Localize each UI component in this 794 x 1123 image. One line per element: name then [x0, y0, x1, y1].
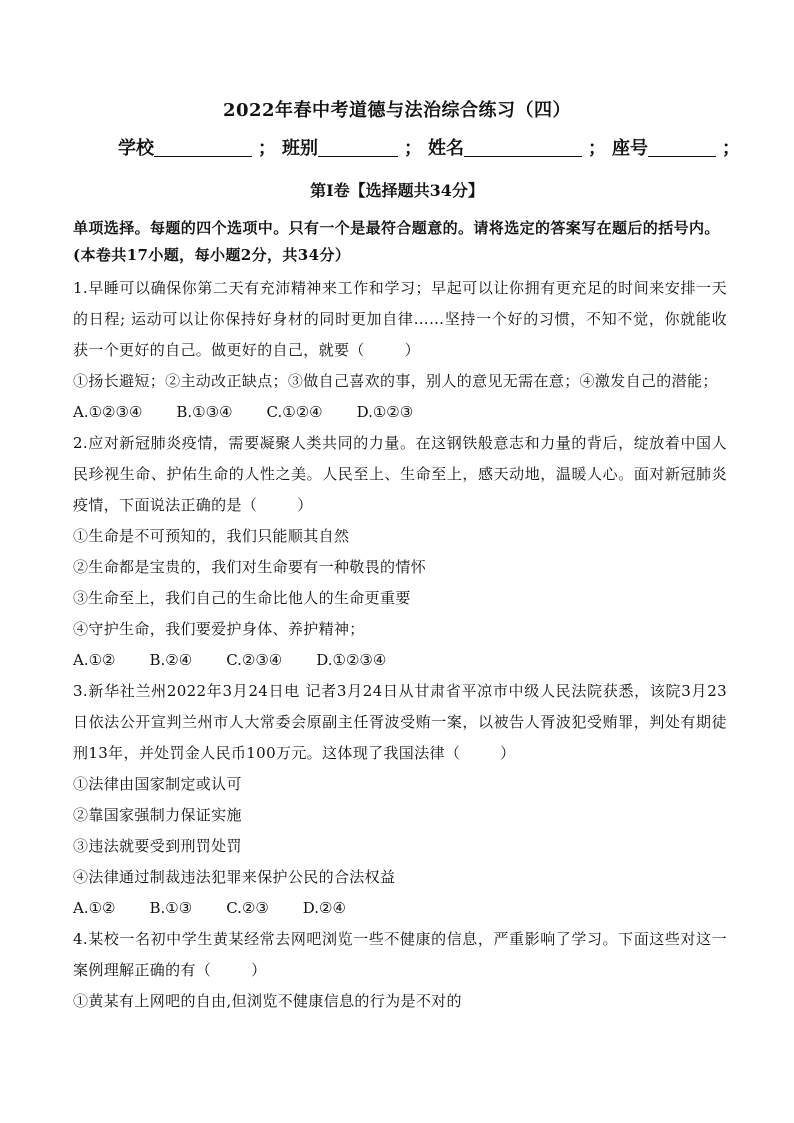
question-text: 3.新华社兰州2022年3月24日电 记者3月24日从甘肃省平凉市中级人民法院获悉，该院3月23日依法公开宣判兰州市人大常委会原副主任胥波受贿一案，以被告人胥波犯受贿罪，判处有期徒刑13年，并处罚金人民币100万元。这体现了我国法律（ [73, 682, 727, 762]
exam-title: 2022年春中考道德与法治综合练习（四） [222, 100, 572, 121]
option-row [73, 893, 727, 924]
statement: ②生命都是宝贵的，我们对生命要有一种敬畏的情怀 [73, 558, 427, 576]
question-list [73, 215, 727, 1017]
option-d: D.①②③④ [316, 651, 387, 669]
question-text: 2.应对新冠肺炎疫情，需要凝聚人类共同的力量。在这钢铁般意志和力量的背后，绽放着中国人民珍视生命、护佑生命的人性之美。人民至上、生命至上，感天动地，温暖人心。面对新冠肺炎疫情，下面说法正确的是（ [73, 434, 727, 514]
question-stem [73, 273, 727, 366]
question-stem [73, 428, 727, 521]
statement: ①生命是不可预知的，我们只能顺其自然 [73, 527, 350, 545]
option-a: A.①② [73, 899, 116, 917]
question-stem [73, 676, 727, 769]
option-b: B.①③ [149, 899, 193, 917]
option-d: D.②④ [302, 899, 346, 917]
option-a: A.①② [73, 651, 116, 669]
question-text: 1.早睡可以确保你第二天有充沛精神来工作和学习；早起可以让你拥有更充足的时间来安排一天的日程; 运动可以让你保持好身材的同时更加自律……坚持一个好的习惯，不知不觉，你就能收获一个更好的自己。做更好的自己，就要（ [73, 279, 727, 359]
school-blank[interactable] [154, 138, 252, 157]
question-stem [73, 924, 727, 986]
separator: ； [404, 138, 422, 159]
section-title: 第Ⅰ卷【选择题共34分】 [310, 181, 484, 200]
option-b: B.①③④ [176, 403, 233, 421]
seat-label: 座号 [612, 138, 648, 159]
closing-paren: ） [297, 496, 313, 514]
instructions: 单项选择。每题的四个选项中。只有一个是最符合题意的。请将选定的答案写在题后的括号内。(本卷共17小题，每小题2分，共34分） [73, 219, 720, 264]
separator: ； [258, 138, 276, 159]
option-d: D.①②③ [356, 403, 414, 421]
separator: ； [588, 138, 606, 159]
statement: ①法律由国家制定或认可 [73, 775, 242, 793]
closing-paren: ） [404, 341, 421, 359]
statement: ①扬长避短；②主动改正缺点；③做自己喜欢的事，别人的意见无需在意；④激发自己的潜能； [73, 372, 718, 390]
option-b: B.②④ [149, 651, 193, 669]
seat-blank[interactable] [648, 138, 716, 157]
student-info-line [118, 134, 746, 160]
statement: ③违法就要受到刑罚处罚 [73, 837, 242, 855]
statement: ①黄某有上网吧的自由,但浏览不健康信息的行为是不对的 [73, 992, 462, 1010]
option-c: C.②③ [226, 899, 269, 917]
closing-paren: ） [500, 744, 516, 762]
statement: ②靠国家强制力保证实施 [73, 806, 242, 824]
class-blank[interactable] [318, 138, 398, 157]
closing-paren: ） [251, 961, 267, 979]
statement: ④守护生命，我们要爱护身体、养护精神； [73, 620, 365, 638]
option-row [73, 645, 727, 676]
statement: ④法律通过制裁违法犯罪来保护公民的合法权益 [73, 868, 396, 886]
name-label: 姓名 [428, 138, 464, 159]
school-label: 学校 [118, 138, 154, 159]
statement: ③生命至上，我们自己的生命比他人的生命更重要 [73, 589, 411, 607]
option-a: A.①②③④ [73, 403, 143, 421]
name-blank[interactable] [464, 138, 582, 157]
option-row [73, 397, 727, 428]
question-text: 4.某校一名初中学生黄某经常去网吧浏览一些不健康的信息，严重影响了学习。下面这些对这一案例理解正确的有（ [73, 930, 727, 979]
separator: ； [722, 138, 740, 159]
option-c: C.①②④ [266, 403, 323, 421]
option-c: C.②③④ [226, 651, 283, 669]
class-label: 班别 [282, 138, 318, 159]
